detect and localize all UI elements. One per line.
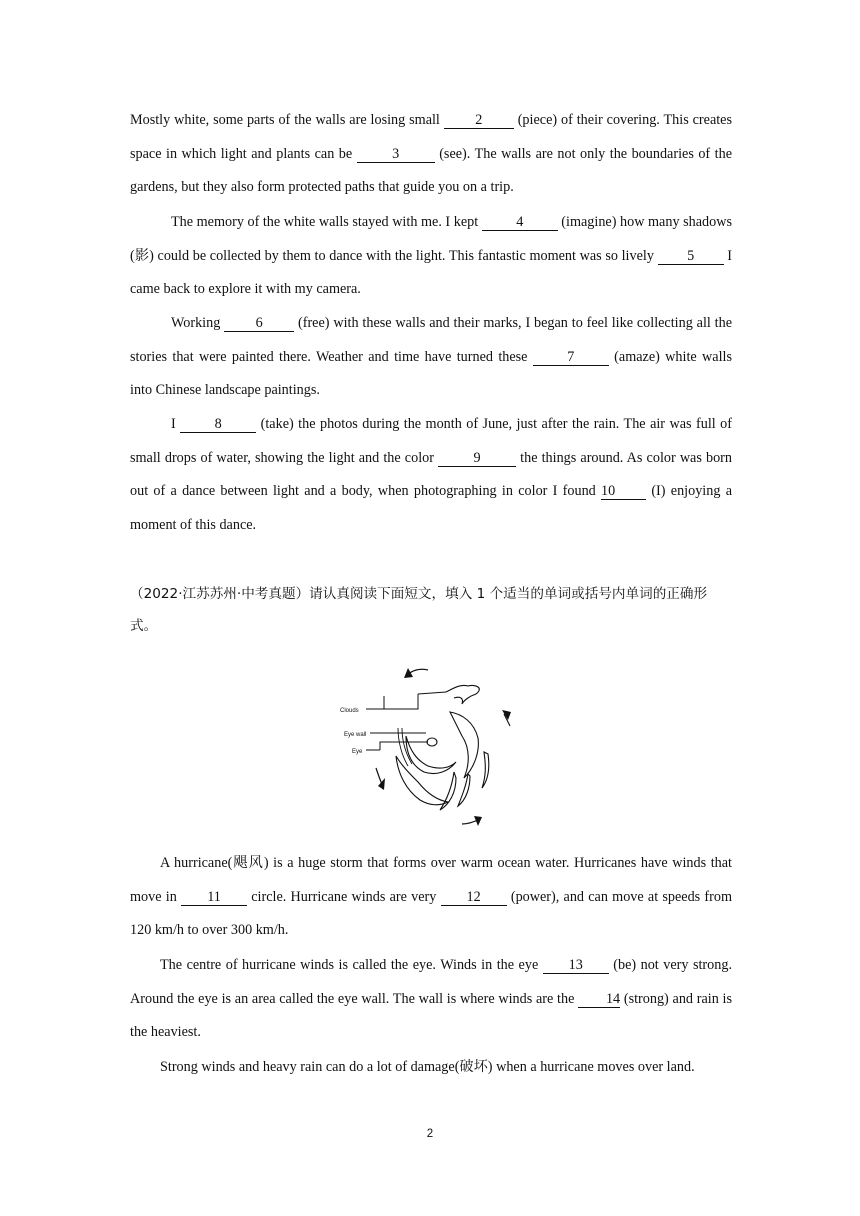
- blank-7: 7: [533, 350, 609, 366]
- blank-4: 4: [482, 215, 558, 231]
- eye: [427, 738, 437, 746]
- page-number: 2: [426, 1128, 434, 1140]
- blank-14: 14: [578, 992, 620, 1008]
- paragraph-memory: The memory of the white walls stayed with me. I kept 4 (imagine) how many shadows (影) could be collected by them to dance with the light. This fantastic moment was so lively 5 I came back to explore it with my camera.: [130, 214, 732, 298]
- blank-6: 6: [224, 316, 294, 332]
- paragraph-hurricane-intro: A hurricane(飓风) is a huge storm that forms over warm ocean water. Hurricanes have winds that move in 11 circle. Hurricane winds are very 12 (power), and can move at speeds from 120 km/h to over 300 km/h.: [130, 855, 733, 939]
- blank-8: 8: [180, 417, 256, 433]
- cloud-band-top: [418, 685, 479, 704]
- paragraph-photos: I 8 (take) the photos during the month of June, just after the rain. The air was full of small drops of water, showing the light and the color 9 the things around. As color was born out of a dance between light and a body, when photographing in color I found 10 (I) enjoying a moment of this dance.: [130, 416, 733, 534]
- blank-12: 12: [441, 890, 507, 906]
- hurricane-diagram: [336, 656, 512, 832]
- blank-3: 3: [357, 147, 435, 163]
- blank-5: 5: [658, 249, 724, 265]
- blank-9: 9: [438, 451, 516, 467]
- spiral-band-6: [482, 752, 489, 788]
- blank-10: 10: [601, 484, 646, 500]
- exam-source-note: （2022·江苏苏州·中考真题）请认真阅读下面短文，填入 1 个适当的单词或括号内单词的正确形式。: [130, 586, 708, 634]
- label-clouds: Clouds: [340, 708, 359, 714]
- paragraph-hurricane-eye: The centre of hurricane winds is called the eye. Winds in the eye 13 (be) not very strong. Around the eye is an area called the eye wall. The wall is where winds are the 14 (strong) and rain is the heaviest.: [130, 957, 732, 1041]
- paragraph-walls-description: Mostly white, some parts of the walls are losing small 2 (piece) of their covering. This creates space in which light and plants can be 3 (see). The walls are not only the boundaries of the gardens, but they also form protected paths that guide you on a trip.: [130, 112, 733, 196]
- blank-11: 11: [181, 890, 247, 906]
- paragraph-hurricane-damage: Strong winds and heavy rain can do a lot of damage(破坏) when a hurricane moves over land.: [160, 1059, 695, 1075]
- spiral-band-5: [458, 774, 470, 806]
- spiral-band-1: [450, 712, 478, 778]
- arrow-left: [376, 768, 382, 784]
- label-eye: Eye: [352, 749, 363, 755]
- blank-13: 13: [543, 958, 609, 974]
- spiral-band-3: [396, 756, 448, 805]
- blank-2: 2: [444, 113, 514, 129]
- label-eye-wall: Eye wall: [344, 732, 367, 738]
- paragraph-working: Working 6 (free) with these walls and their marks, I began to feel like collecting all the stories that were painted there. Weather and time have turned these 7 (amaze) white walls into Chinese landscape paintings.: [130, 315, 733, 399]
